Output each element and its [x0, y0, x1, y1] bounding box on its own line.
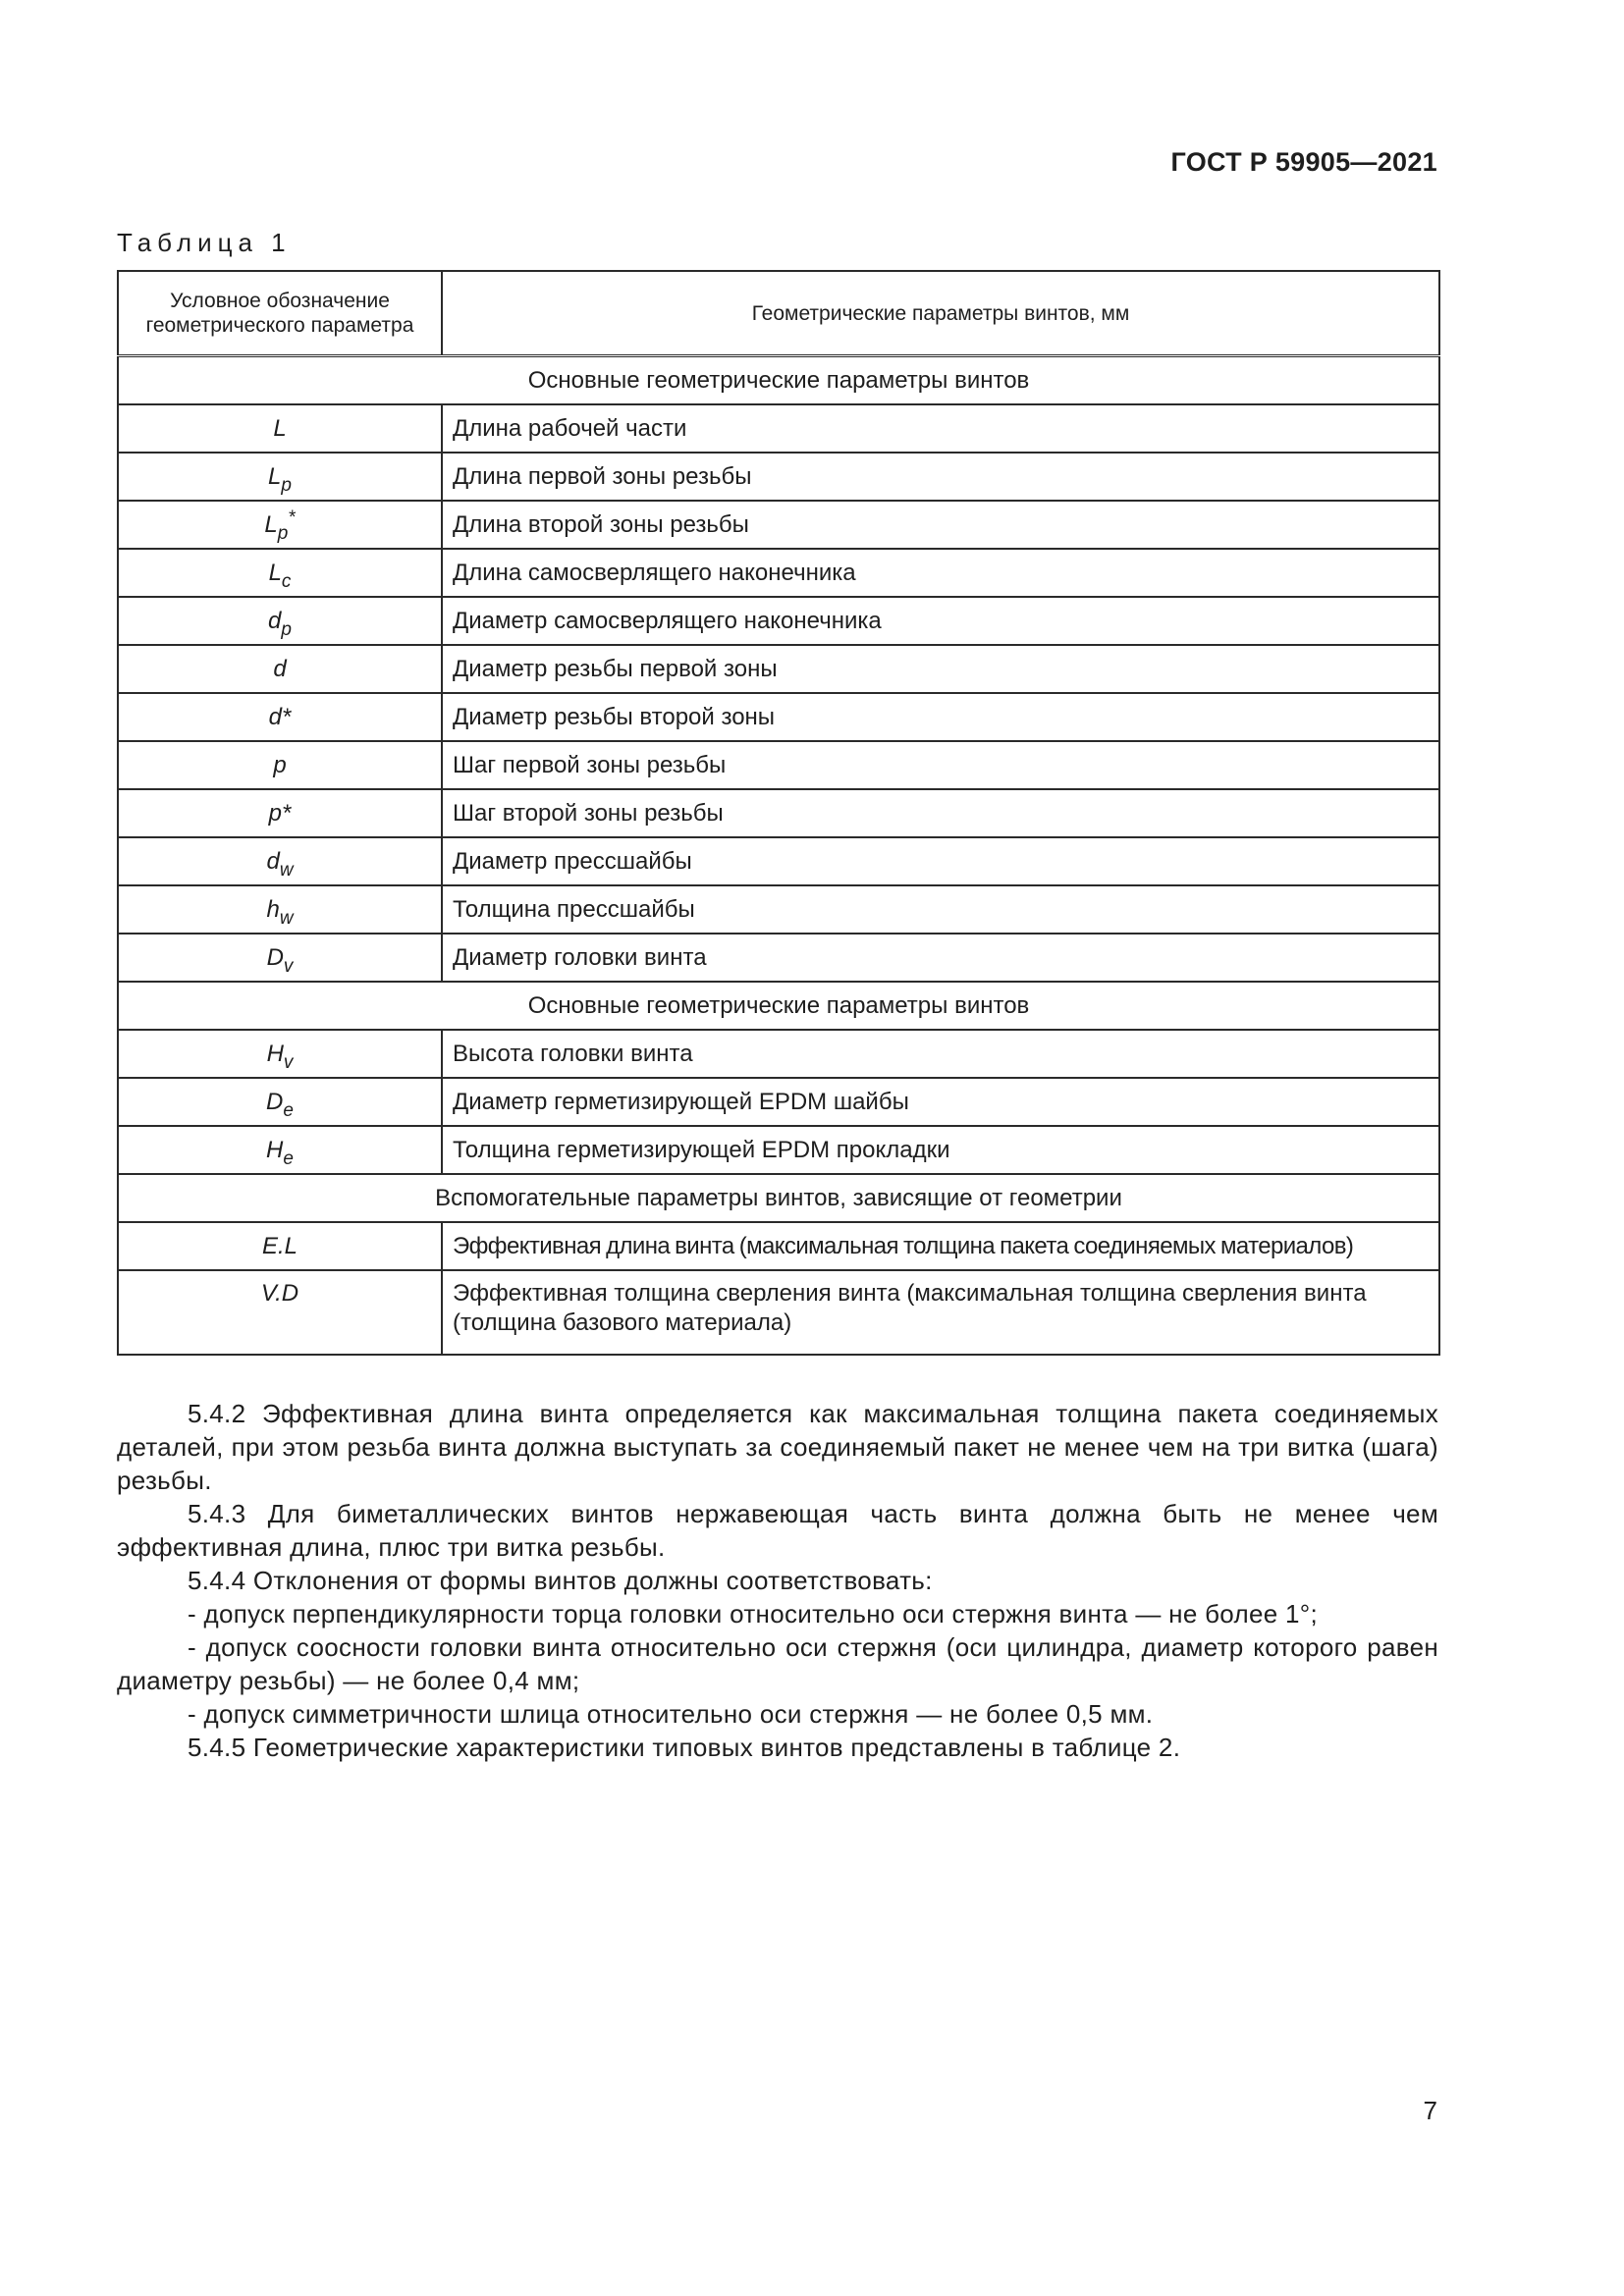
table-row — [118, 1126, 1439, 1174]
list-item: - допуск соосности головки винта относительно оси стержня (оси цилиндра, диаметр которого равен диаметру резьбы) — не более 0,4 мм; — [117, 1632, 1438, 1695]
symbol-subscript: w — [279, 859, 294, 881]
standard-designation: ГОСТ Р 59905—2021 — [1170, 147, 1437, 177]
table-row — [118, 597, 1439, 645]
symbol-base: L — [268, 559, 282, 586]
table-row — [118, 549, 1439, 597]
table-body — [118, 356, 1439, 1356]
symbol-subscript: v — [283, 955, 294, 977]
parameter-symbol — [118, 1270, 442, 1355]
parameter-symbol — [118, 453, 442, 501]
parameter-description: Диаметр резьбы первой зоны — [442, 645, 1439, 693]
parameter-description: Длина второй зоны резьбы — [442, 501, 1439, 549]
parameter-symbol — [118, 404, 442, 453]
paragraph: 5.4.4 Отклонения от формы винтов должны соответствовать: — [188, 1566, 933, 1595]
symbol-base: p — [273, 751, 287, 778]
symbol-base: d — [268, 607, 282, 634]
page-number: 7 — [1423, 2096, 1437, 2125]
parameter-description: Длина рабочей части — [442, 404, 1439, 453]
table-section-row — [118, 982, 1439, 1030]
symbol-subscript: v — [283, 1051, 294, 1073]
parameter-description: Диаметр самосверлящего наконечника — [442, 597, 1439, 645]
symbol-subscript: c — [281, 570, 292, 592]
table-row — [118, 1078, 1439, 1126]
symbol-base: d — [273, 655, 287, 682]
symbol-base: L — [273, 414, 287, 442]
table-row — [118, 885, 1439, 934]
table-row — [118, 1222, 1439, 1270]
table-row — [118, 1030, 1439, 1078]
parameter-symbol — [118, 934, 442, 982]
parameter-symbol — [118, 549, 442, 597]
symbol-base: E.L — [261, 1232, 298, 1259]
table-row — [118, 1270, 1439, 1355]
symbol-base: p* — [268, 799, 292, 827]
symbol-base: h — [266, 895, 280, 923]
table-row — [118, 934, 1439, 982]
column-header-designation: Условное обозначение геометрического параметра — [118, 271, 442, 356]
parameter-symbol — [118, 1222, 442, 1270]
table-row — [118, 501, 1439, 549]
symbol-base: L — [268, 462, 282, 490]
table-row — [118, 453, 1439, 501]
symbol-base: H — [266, 1040, 284, 1067]
parameter-symbol — [118, 789, 442, 837]
parameter-symbol — [118, 837, 442, 885]
parameter-description: Длина первой зоны резьбы — [442, 453, 1439, 501]
parameter-description: Диаметр головки винта — [442, 934, 1439, 982]
parameter-symbol — [118, 645, 442, 693]
parameter-symbol — [118, 1078, 442, 1126]
parameter-symbol — [118, 1126, 442, 1174]
parameter-description: Шаг первой зоны резьбы — [442, 741, 1439, 789]
parameter-description: Длина самосверлящего наконечника — [442, 549, 1439, 597]
symbol-base: D — [266, 1088, 284, 1115]
parameters-table — [117, 270, 1440, 1356]
parameter-description: Диаметр герметизирующей EPDM шайбы — [442, 1078, 1439, 1126]
parameter-description: Толщина прессшайбы — [442, 885, 1439, 934]
symbol-base: L — [264, 510, 278, 538]
table-row — [118, 741, 1439, 789]
section-title: Вспомогательные параметры винтов, зависящие от геометрии — [118, 1174, 1439, 1222]
parameter-description: Эффективная толщина сверления винта (максимальная толщина сверления винта (толщина базового материала) — [442, 1270, 1439, 1355]
table-header-row — [118, 271, 1439, 356]
parameter-description: Диаметр прессшайбы — [442, 837, 1439, 885]
table-row — [118, 837, 1439, 885]
parameter-symbol — [118, 501, 442, 549]
symbol-base: d* — [268, 703, 292, 730]
symbol-subscript: e — [283, 1148, 294, 1169]
table-section-row — [118, 1174, 1439, 1222]
parameter-symbol — [118, 693, 442, 741]
symbol-subscript: e — [283, 1099, 294, 1121]
symbol-base: H — [266, 1136, 284, 1163]
symbol-subscript: p — [281, 618, 292, 640]
table-row — [118, 645, 1439, 693]
parameter-symbol — [118, 885, 442, 934]
parameter-description: Высота головки винта — [442, 1030, 1439, 1078]
parameter-symbol — [118, 741, 442, 789]
body-text — [117, 1397, 1438, 1764]
list-item: - допуск перпендикулярности торца головки относительно оси стержня винта — не более 1°; — [188, 1599, 1318, 1629]
symbol-base: V.D — [260, 1280, 299, 1307]
list-item: - допуск симметричности шлица относительно оси стержня — не более 0,5 мм. — [188, 1699, 1154, 1729]
parameter-description: Диаметр резьбы второй зоны — [442, 693, 1439, 741]
paragraph: 5.4.2 Эффективная длина винта определяется как максимальная толщина пакета соединяемых деталей, при этом резьба винта должна выступать за соединяемый пакет не менее чем на три витка (шага) резьбы. — [117, 1399, 1438, 1495]
parameter-description: Эффективная длина винта (максимальная толщина пакета соединяемых материалов) — [442, 1222, 1439, 1270]
parameter-description: Толщина герметизирующей EPDM прокладки — [442, 1126, 1439, 1174]
symbol-subscript: p — [277, 522, 289, 544]
section-title: Основные геометрические параметры винтов — [118, 982, 1439, 1030]
symbol-base: D — [266, 943, 284, 971]
symbol-subscript: w — [279, 907, 294, 929]
symbol-superscript: * — [288, 507, 296, 528]
section-title: Основные геометрические параметры винтов — [118, 356, 1439, 405]
parameter-symbol — [118, 597, 442, 645]
table-row — [118, 693, 1439, 741]
table-row — [118, 789, 1439, 837]
table-caption: Таблица 1 — [117, 228, 292, 257]
parameter-symbol — [118, 1030, 442, 1078]
parameter-description: Шаг второй зоны резьбы — [442, 789, 1439, 837]
column-header-parameters: Геометрические параметры винтов, мм — [442, 271, 1439, 356]
table-section-row — [118, 356, 1439, 405]
symbol-base: d — [266, 847, 280, 875]
paragraph: 5.4.5 Геометрические характеристики типовых винтов представлены в таблице 2. — [188, 1733, 1181, 1762]
table-row — [118, 404, 1439, 453]
paragraph: 5.4.3 Для биметаллических винтов нержавеющая часть винта должна быть не менее чем эффективная длина, плюс три витка резьбы. — [117, 1499, 1438, 1562]
symbol-subscript: p — [281, 474, 292, 496]
